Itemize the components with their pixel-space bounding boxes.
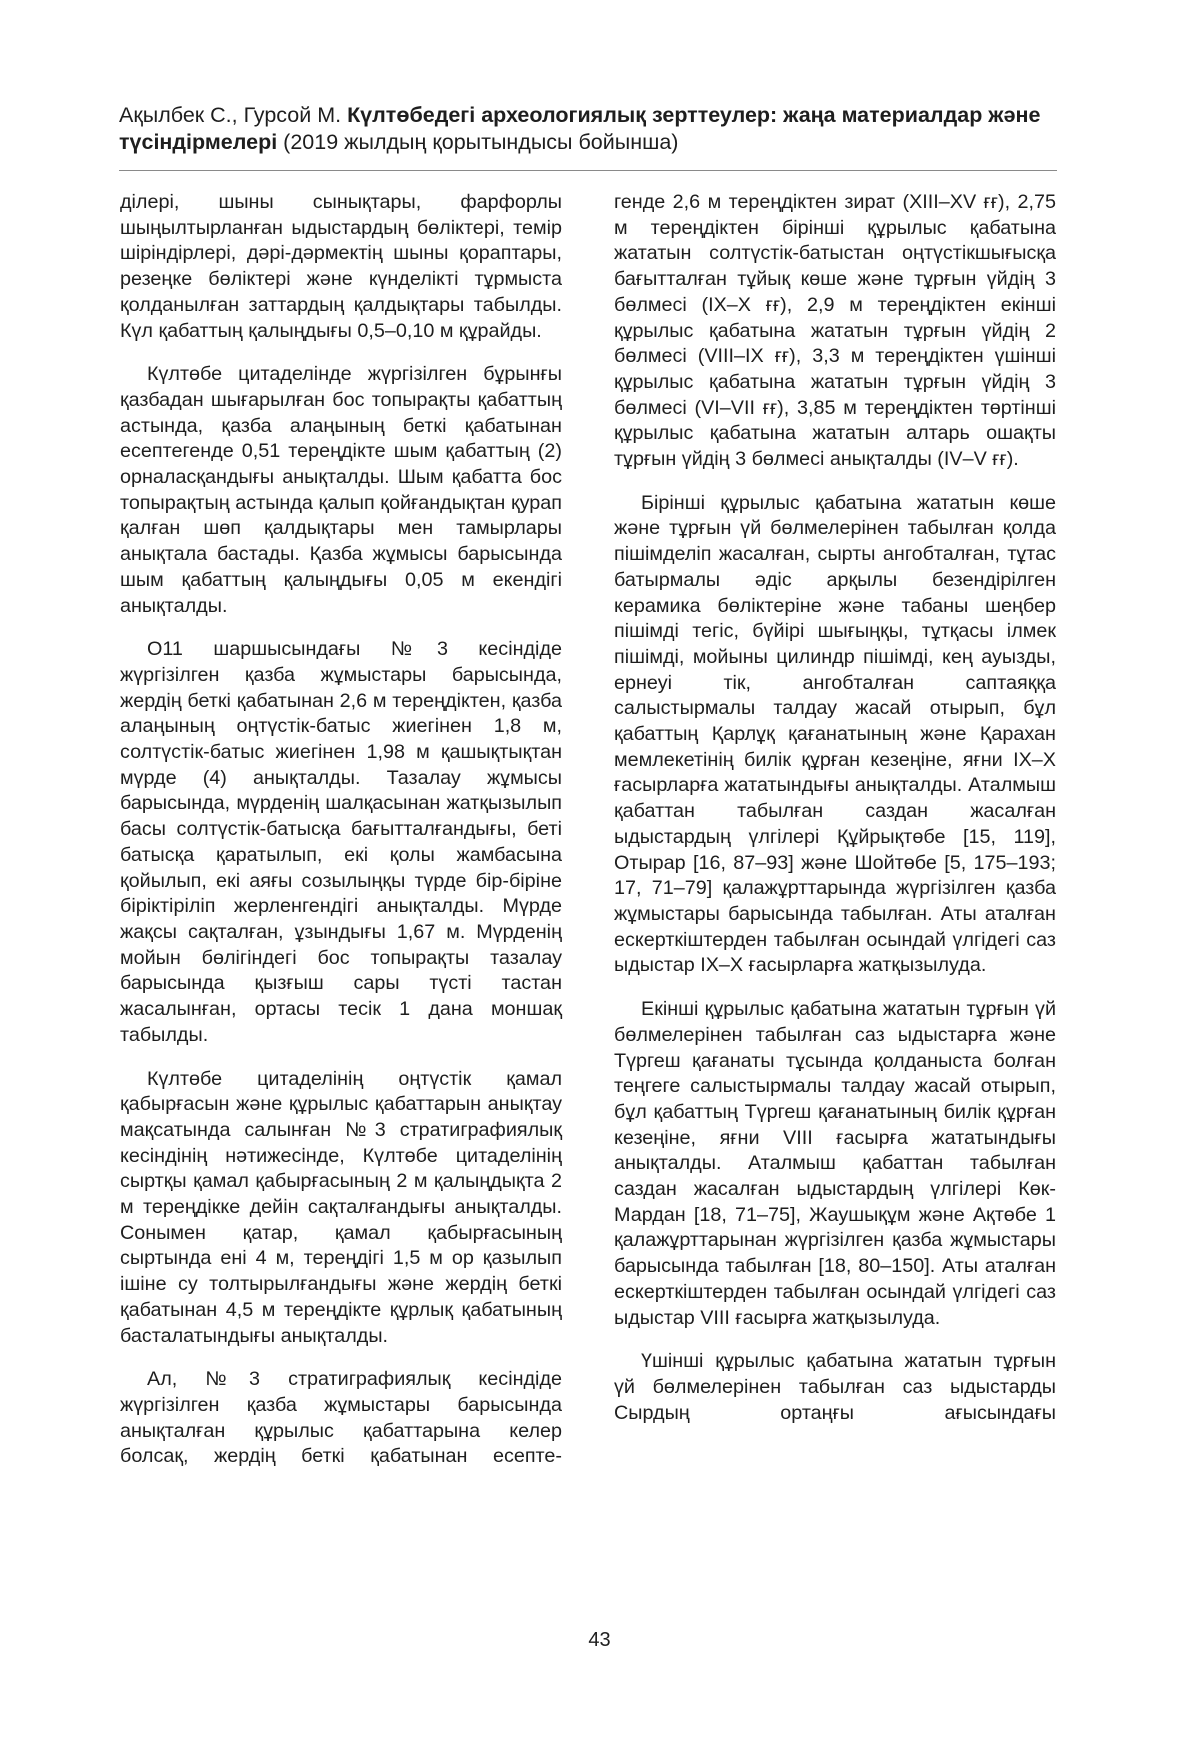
paragraph: О11 шаршысындағы №3 кесіндіде жүргізілген қазба жұмыстары барысында, жердің беткі қабатынан 2,6 м тереңдіктен, қазба алаңының оңтүстік-батыс жиегінен 1,8 м, солтүстік-батыс жиегінен 1,98 м қашықтықтан мүрде (4) анықталды. Тазалау жұмысы барысында, мүрденің шалқасынан жатқызылып басы солтүстік-батысқа бағытталғандығы, беті батысқа қаратылып, екі қолы жамбасына қойылып, екі аяғы созылыңқы түрде бір-біріне біріктіріліп жерленгендігі анықталды. Мүрде жақсы сақталған, ұзындығы 1,67 м. Мүрденің мойын бөлігіндегі бос топырақты тазалау барысында қызғыш сары түсті тастан жасалынған, ортасы тесік 1 дана моншақ табылды. — [120, 638, 562, 1046]
header-divider — [119, 170, 1057, 171]
paragraph: Ал, №3 стратиграфиялық кесіндіде жүргізілген қазба жұмыстары барысында анықталған құрылыс қабаттарына келер болсақ, жердің беткі қабатынан есепте- — [120, 1368, 562, 1468]
paragraph: Екінші құрылыс қабатына жататын тұрғын үй бөлмелерінен табылған саз ыдыстарға және Түргеш қағанаты тұсында қолданыста болған теңгеге салыстырмалы талдау жасай отырып, бұл қабаттың Түргеш қағанатының билік құрған кезеңіне, яғни VIII ғасырға жататындығы анықталды. Аталмыш қабаттан табылған саздан жасалған ыдыстардың үлгілері Көк-Мардан [18, 71–75], Жаушықұм және Ақтөбе 1 қалажұрттарынан жүргізілген қазба жұмыстары барысында табылған [18, 80–150]. Аты аталған ескерткіштерден табылған осындай үлгідегі саз ыдыстар VIII ғасырға жатқызылуда. — [614, 998, 1056, 1329]
paragraph: ділері, шыны сынықтары, фарфорлы шыңылтырланған ыдыстардың бөліктері, темір шіріндірлері, дәрі-дәрмектің шыны қораптары, резеңке бөліктері және күнделікті тұрмыста қолданылған заттардың қалдықтары табылды. Күл қабаттың қалыңдығы 0,5–0,10 м құрайды. — [120, 191, 562, 342]
paragraph: Үшінші құрылыс қабатына жататын тұрғын үй бөлмелерінен табылған саз ыдыстарды Сырдың ортаңғы ағысындағы — [614, 1350, 1056, 1424]
paragraph: Бірінші құрылыс қабатына жататын көше және тұрғын үй бөлмелерінен табылған қолда пішімделіп жасалған, сырты ангобталған, тұтас батырмалы әдіс арқылы безендірілген керамика бөліктеріне және табаны шеңбер пішімді тегіс, бүйірі шығыңқы, тұтқасы ілмек пішімді, мойыны цилиндр пішімді, кең ауызды, ернеуі тік, ангобталған саптаяққа салыстырмалы талдау жасай отырып, бұл қабаттың Қарлұқ қағанатының және Қарахан мемлекетінің билік құрған кезеңіне, яғни IX–X ғасырларға жататындығы анықталды. Аталмыш қабаттан табылған саздан жасалған ыдыстардың үлгілері Құйрықтөбе [15, 119], Отырар [16, 87–93] және Шойтөбе [5, 175–193; 17, 71–79] қалажұрттарында жүргізілген қазба жұмыстары барысында табылған. Аты аталған ескерткіштерден табылған осындай үлгідегі саз ыдыстар IX–X ғасырларға жатқызылуда. — [614, 491, 1056, 977]
running-header — [119, 102, 1059, 156]
header-title-note: (2019 жылдың қорытындысы бойынша) — [277, 130, 679, 154]
left-column — [120, 190, 562, 1470]
page-number: 43 — [588, 1629, 611, 1651]
right-column — [614, 190, 1056, 1426]
paragraph: Күлтөбе цитаделінің оңтүстік қамал қабырғасын және құрылыс қабаттарын анықтау мақсатында салынған №3 стратиграфиялық кесіндінің нәтижесінде, Күлтөбе цитаделінің сыртқы қамал қабырғасының 2 м қалыңдықта 2 м тереңдікке дейін сақталғандығы анықталды. Сонымен қатар, қамал қабырғасының сыртында ені 4 м, тереңдігі 1,5 м ор қазылып ішіне су толтырылғандығы және жердің беткі қабатынан 4,5 м тереңдікте құрлық қабатының басталатындығы анықталды. — [120, 1067, 562, 1347]
header-authors: Ақылбек С., Гурсой М. — [119, 103, 348, 127]
paragraph: Күлтөбе цитаделінде жүргізілген бұрынғы қазбадан шығарылған бос топырақты қабаттың астында, қазба алаңының беткі қабатынан есептегенде 0,51 тереңдікте шым қабаттың (2) орналасқандығы анықталды. Шым қабатта бос топырақтың астында қалып қойғандықтан қурап қалған шөп қалдықтары мен тамырлары анықтала бастады. Қазба жұмысы барысында шым қабаттың қалыңдығы 0,05 м екендігі анықталды. — [120, 363, 562, 617]
paragraph: генде 2,6 м тереңдіктен зират (XIII–XV ғғ), 2,75 м тереңдіктен бірінші құрылыс қабатына жататын солтүстік-батыстан оңтүстікшығысқа бағытталған тұйық көше және тұрғын үйдің 3 бөлмесі (IX–X ғғ), 2,9 м тереңдіктен екінші құрылыс қабатына жататын тұрғын үйдің 2 бөлмесі (VIII–IX ғғ), 3,3 м тереңдіктен үшінші құрылыс қабатына жататын тұрғын үйдің 3 бөлмесі (VI–VII ғғ), 3,85 м тереңдіктен төртінші құрылыс қабатына жататын алтарь ошақты тұрғын үйдің 3 бөлмесі анықталды (IV–V ғғ). — [614, 191, 1056, 471]
header-article-title: Күлтөбедегі археологиялық зерттеулер: жаңа материалдар және түсіндірмелері — [119, 103, 1041, 154]
